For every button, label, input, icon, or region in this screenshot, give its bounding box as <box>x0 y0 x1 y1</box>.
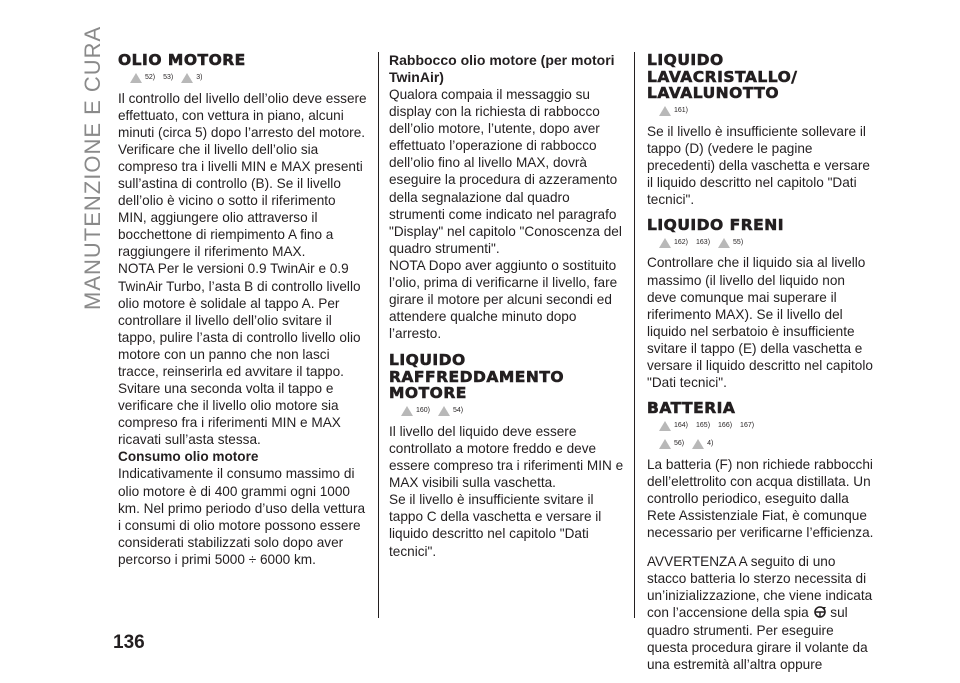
ref-label: 53) <box>163 74 174 81</box>
column-3 <box>647 52 877 673</box>
lavacristallo-heading: LIQUIDO LAVACRISTALLO/ LAVALUNOTTO <box>647 51 798 102</box>
rabbocco-heading: Rabbocco olio motore (per motori TwinAir) <box>389 52 615 85</box>
olio-refs <box>130 70 368 87</box>
steering-warning-light-icon <box>813 606 827 618</box>
ref-label: 3) <box>196 74 203 81</box>
column-divider <box>378 52 379 618</box>
freni-paragraph: Controllare che il liquido sia al livello massimo (il livello del liquido non deve comunque mai superare il riferimento MAX). Se il livello del liquido nel serbatoio è insufficiente svitare il tappo (E) della vaschetta e versare il liquido descritto nel capitolo "Dati tecnici". <box>647 255 873 391</box>
olio-paragraph-2: Verificare che il livello dell’olio sia compreso tra i livelli MIN e MAX presenti sull’astina di controllo (B). Se il livello dell’olio è vicino o sotto il riferimento MIN, aggiungere olio attraverso il bocchettone di riempimento A fino a raggiungere il riferimento MAX. <box>118 141 363 260</box>
warning-triangle-icon <box>718 238 730 248</box>
warning-triangle-icon <box>659 106 671 116</box>
batteria-refs-2 <box>659 436 877 453</box>
consumo-heading: Consumo olio motore <box>118 449 259 465</box>
side-chapter-title <box>80 25 106 310</box>
warning-triangle-icon <box>659 439 671 449</box>
warning-triangle-icon <box>692 439 704 449</box>
warning-triangle-icon <box>401 406 413 416</box>
rabbocco-paragraph-2: NOTA Dopo aver aggiunto o sostituito l’olio, prima di verificarne il livello, fare girare il motore per alcuni secondi ed attendere qualche minuto dopo l’arresto. <box>389 257 618 342</box>
lavacristallo-paragraph: Se il livello è insufficiente sollevare il tappo (D) (vedere le pagine precedenti) della vaschetta e versare il liquido descritto nel capitolo "Dati tecnici". <box>647 123 870 207</box>
warning-triangle-icon <box>659 238 671 248</box>
raffreddamento-heading: LIQUIDO RAFFREDDAMENTO MOTORE <box>389 351 565 403</box>
consumo-paragraph: Indicativamente il consumo massimo di olio motore è di 400 grammi ogni 1000 km. Nel primo periodo d’uso della vettura i consumi di olio motore possono essere considerati stabilizzati solo dopo aver percorso i primi 5000 ÷ 6000 km. <box>118 466 366 567</box>
ref-label: 162) <box>674 238 689 246</box>
freni-refs <box>659 234 877 251</box>
warning-triangle-icon <box>181 73 193 83</box>
batteria-paragraph-2-end: sul quadro strumenti. Per eseguire questa procedura girare il volante da una estremità all’altra oppure <box>647 605 868 672</box>
olio-motore-heading: OLIO MOTORE <box>118 51 246 69</box>
raffreddamento-paragraph-1: Il livello del liquido deve essere controllato a motore freddo e deve essere compreso tra i riferimenti MIN e MAX visibili sulla vaschetta. <box>389 423 624 491</box>
column-2 <box>389 52 625 560</box>
ref-label: 165) <box>696 422 711 430</box>
batteria-paragraph-2-start: AVVERTENZA A seguito di uno stacco batteria lo sterzo necessita di un’inizializzazione, che viene indicata con l’accensione della spia <box>647 554 873 621</box>
freni-heading: LIQUIDO FRENI <box>647 215 784 234</box>
batteria-heading: BATTERIA <box>647 399 736 418</box>
ref-label: 163) <box>696 238 711 246</box>
column-1 <box>118 52 368 568</box>
rabbocco-paragraph-1: Qualora compaia il messaggio su display con la richiesta di rabbocco dell’olio motore, l’utente, dopo aver effettuato l’operazione di rabbocco dell’olio fino al livello MAX, dovrà eseguire la procedura di azzeramento della segnalazione dal quadro strumenti come indicato nel paragrafo "Display" nel capitolo "Conoscenza del quadro strumenti". <box>389 87 622 256</box>
ref-label: 4) <box>707 440 714 448</box>
ref-label: 161) <box>674 107 689 114</box>
olio-paragraph-3: NOTA Per le versioni 0.9 TwinAir e 0.9 TwinAir Turbo, l’asta B di controllo livello olio motore è solidale al tappo A. Per controllare il livello dell’olio svitare il tappo, pulire l’asta di controllo livello olio motore con un panno che non lasci tracce, reinserirla ed avvitare il tappo. Svitare una seconda volta il tappo e verificare che il livello olio motore sia compreso fra i riferimenti MIN e MAX ricavati sull’asta stessa. <box>118 261 361 448</box>
lavacristallo-refs <box>659 103 877 120</box>
ref-label: 52) <box>145 74 156 81</box>
warning-triangle-icon <box>438 406 450 416</box>
ref-label: 160) <box>416 407 431 415</box>
ref-label: 54) <box>453 407 464 415</box>
batteria-paragraph-1: La batteria (F) non richiede rabbocchi dell’elettrolito con acqua distillata. Un controllo periodico, eseguito dalla Rete Assistenziale Fiat, è comunque necessario per verificarne l’efficienza. <box>647 456 874 541</box>
olio-paragraph-1: Il controllo del livello dell’olio deve essere effettuato, con vettura in piano, alcuni minuti (circa 5) dopo l’arresto del motore. <box>118 90 367 140</box>
column-divider <box>634 52 635 618</box>
batteria-refs-1 <box>659 418 877 435</box>
ref-label: 164) <box>674 422 689 430</box>
side-chapter-title-text: MANUTENZIONE E CURA <box>80 25 105 310</box>
page-number: 136 <box>113 632 145 653</box>
batteria-paragraph-2 <box>647 553 877 673</box>
raffreddamento-refs <box>401 403 625 420</box>
ref-label: 167) <box>740 422 755 430</box>
warning-triangle-icon <box>659 421 671 431</box>
ref-label: 55) <box>733 238 744 246</box>
ref-label: 56) <box>674 440 685 448</box>
warning-triangle-icon <box>130 73 142 83</box>
ref-label: 166) <box>718 422 733 430</box>
raffreddamento-paragraph-2: Se il livello è insufficiente svitare il tappo C della vaschetta e versare il liquido descritto nel capitolo "Dati tecnici". <box>389 492 602 559</box>
